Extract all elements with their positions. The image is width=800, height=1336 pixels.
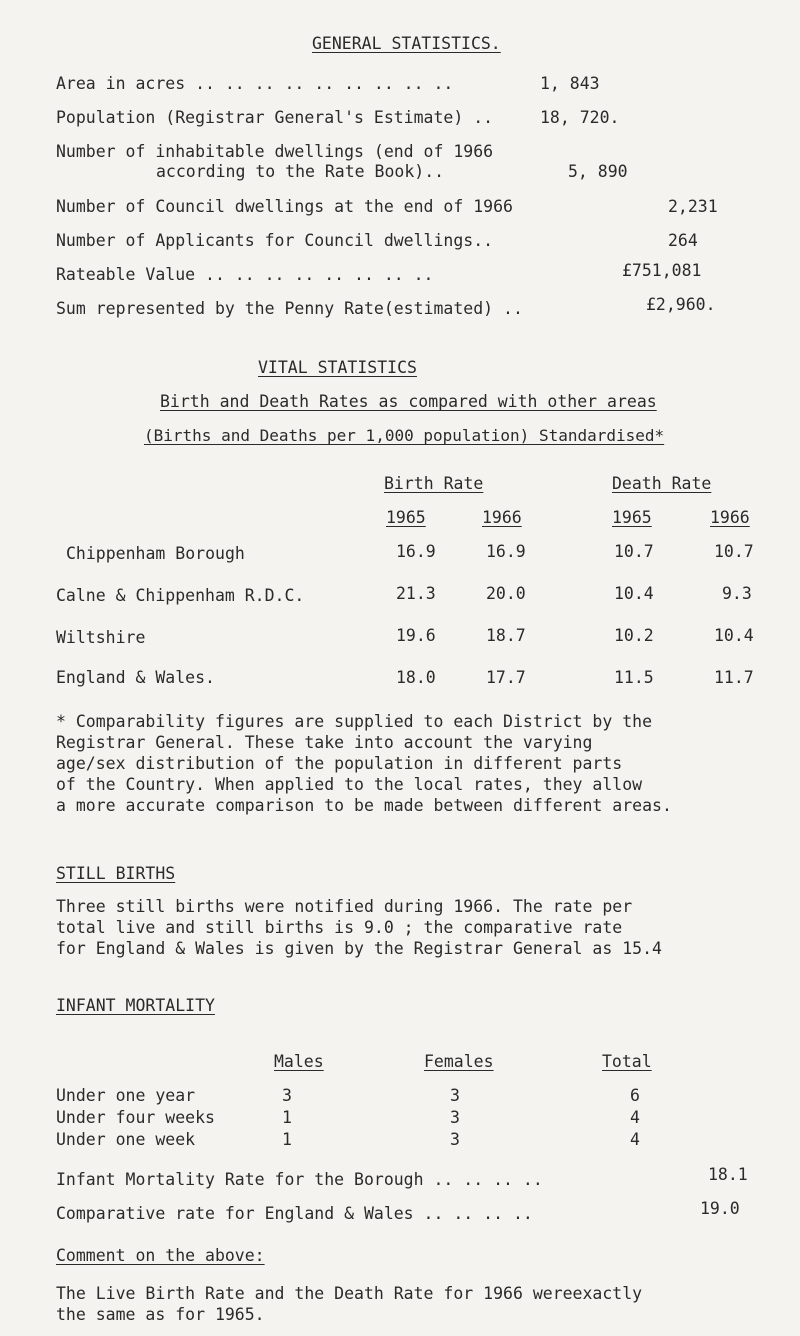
infant-row-females: 3	[450, 1130, 460, 1149]
still-births-line: for England & Wales is given by the Registrar General as 15.4	[56, 939, 662, 958]
row-area: England & Wales.	[56, 668, 215, 687]
infant-row-label: Under four weeks	[56, 1108, 215, 1127]
infant-row-males: 1	[282, 1108, 292, 1127]
infant-title: INFANT MORTALITY	[56, 996, 215, 1015]
penny-rate-value: £2,960.	[646, 295, 716, 314]
row-area: Wiltshire	[56, 628, 146, 647]
vital-title: VITAL STATISTICS	[258, 358, 417, 377]
area-label: Area in acres .. .. .. .. .. .. .. .. ..	[56, 74, 454, 93]
row-birth-1965: 18.0	[396, 668, 436, 687]
council-dwellings-value: 2,231	[668, 197, 718, 216]
still-births-title: STILL BIRTHS	[56, 864, 176, 883]
footnote-line: a more accurate comparison to be made between different areas.	[56, 796, 672, 815]
row-death-1965: 11.5	[614, 668, 654, 687]
footnote-line: of the Country. When applied to the local rates, they allow	[56, 775, 643, 794]
infant-row-total: 4	[630, 1130, 640, 1149]
birth-1966-header: 1966	[482, 508, 522, 527]
still-births-line: Three still births were notified during 1966. The rate per	[56, 897, 633, 916]
row-birth-1966: 16.9	[486, 542, 526, 561]
row-death-1966: 11.7	[714, 668, 754, 687]
infant-row-label: Under one year	[56, 1086, 196, 1105]
infant-row-females: 3	[450, 1086, 460, 1105]
still-births-line: total live and still births is 9.0 ; the comparative rate	[56, 918, 623, 937]
comparative-rate-label: Comparative rate for England & Wales .. .. .. ..	[56, 1204, 533, 1223]
death-1965-header: 1965	[612, 508, 652, 527]
infant-row-males: 3	[282, 1086, 292, 1105]
death-rate-header: Death Rate	[612, 474, 712, 493]
dwellings-value: 5, 890	[568, 162, 628, 181]
footnote-line: * Comparability figures are supplied to each District by the	[56, 712, 653, 731]
row-death-1965: 10.4	[614, 584, 654, 603]
row-death-1965: 10.2	[614, 626, 654, 645]
comment-title: Comment on the above:	[56, 1246, 265, 1265]
penny-rate-label: Sum represented by the Penny Rate(estimated) ..	[56, 299, 523, 318]
death-1966-header: 1966	[710, 508, 750, 527]
row-death-1966: 10.4	[714, 626, 754, 645]
row-birth-1966: 20.0	[486, 584, 526, 603]
row-birth-1965: 21.3	[396, 584, 436, 603]
infant-rate-value: 18.1	[708, 1165, 748, 1184]
birth-1965-header: 1965	[386, 508, 426, 527]
row-area: Calne & Chippenham R.D.C.	[56, 586, 305, 605]
population-value: 18, 720.	[540, 108, 620, 127]
comparative-rate-value: 19.0	[700, 1199, 740, 1218]
infant-row-total: 4	[630, 1108, 640, 1127]
applicants-label: Number of Applicants for Council dwellings..	[56, 231, 494, 250]
dwellings-label-2: according to the Rate Book)..	[156, 162, 445, 181]
rateable-value: £751,081	[622, 261, 702, 280]
general-title: GENERAL STATISTICS.	[312, 34, 501, 53]
row-death-1965: 10.7	[614, 542, 654, 561]
rateable-label: Rateable Value .. .. .. .. .. .. .. ..	[56, 265, 434, 284]
infant-row-males: 1	[282, 1130, 292, 1149]
total-header: Total	[602, 1052, 652, 1071]
females-header: Females	[424, 1052, 494, 1071]
males-header: Males	[274, 1052, 324, 1071]
row-birth-1966: 17.7	[486, 668, 526, 687]
infant-row-total: 6	[630, 1086, 640, 1105]
comment-line: the same as for 1965.	[56, 1305, 265, 1324]
area-value: 1, 843	[540, 74, 600, 93]
vital-subtitle-1: Birth and Death Rates as compared with other areas	[160, 392, 657, 411]
infant-row-females: 3	[450, 1108, 460, 1127]
council-dwellings-label: Number of Council dwellings at the end of 1966	[56, 197, 513, 216]
row-death-1966: 10.7	[714, 542, 754, 561]
comment-line: The Live Birth Rate and the Death Rate for 1966 wereexactly	[56, 1284, 643, 1303]
row-birth-1965: 19.6	[396, 626, 436, 645]
footnote-line: Registrar General. These take into account the varying	[56, 733, 593, 752]
row-death-1966: 9.3	[722, 584, 752, 603]
applicants-value: 264	[668, 231, 698, 250]
dwellings-label-1: Number of inhabitable dwellings (end of 1966	[56, 142, 494, 161]
birth-rate-header: Birth Rate	[384, 474, 484, 493]
footnote-line: age/sex distribution of the population in different parts	[56, 754, 623, 773]
row-birth-1965: 16.9	[396, 542, 436, 561]
infant-rate-label: Infant Mortality Rate for the Borough .. .. .. ..	[56, 1170, 543, 1189]
row-area: Chippenham Borough	[66, 544, 245, 563]
vital-subtitle-2: (Births and Deaths per 1,000 population) Standardised*	[144, 426, 665, 445]
infant-row-label: Under one week	[56, 1130, 196, 1149]
population-label: Population (Registrar General's Estimate) ..	[56, 108, 494, 127]
row-birth-1966: 18.7	[486, 626, 526, 645]
